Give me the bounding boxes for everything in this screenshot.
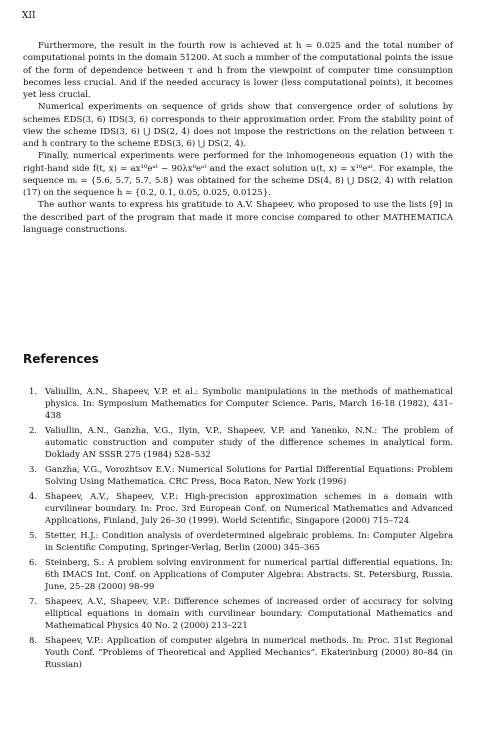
- reference-item: [23, 385, 453, 421]
- paragraph: The author wants to express his gratitude to A.V. Shapeev, who proposed to use the lists [9] in the described part of the program that made it more concise compared to other MATHEMATICA language constructions.: [23, 200, 453, 235]
- reference-text: Shapeev, V.P.: Application of computer algebra in numerical methods. In: Proc. 31st Regional Youth Conf. “Problems of Theoretical and Applied Mechanics”. Ekaterinburg (2000) 80–84 (in Russian): [45, 634, 453, 669]
- references-list: [23, 385, 453, 673]
- reference-item: [23, 529, 453, 553]
- reference-number: 6.: [29, 556, 38, 567]
- reference-number: 5.: [29, 529, 38, 540]
- references-heading: References: [23, 352, 99, 366]
- reference-text: Valiullin, A.N., Ganzha, V.G., Ilyin, V.P., Shapeev, V.P. and Yanenko, N.N.: The problem of automatic construction and computer study of the difference schemes in analytical form. Doklady AN SSSR 275 (1984) 528–532: [45, 424, 453, 460]
- reference-text: Stetter, H.J.: Condition analysis of overdetermined algebraic problems. In: Computer Algebra in Scientific Computing, Springer-Verlag, Berlin (2000) 345–365: [45, 529, 453, 552]
- reference-text: Steinberg, S.: A problem solving environment for numerical partial differential equations. In: 6th IMACS Int. Conf. on Applications of Computer Algebra: Abstracts. St. Petersburg, Russia. June, 25–28 (2000) 98–99: [45, 556, 453, 591]
- reference-number: 7.: [29, 595, 38, 606]
- reference-text: Ganzha, V.G., Vorozhtsov E.V.: Numerical Solutions for Partial Differential Equations: Problem Solving Using Mathematica. CRC Press, Boca Raton, New York (1996): [45, 463, 453, 487]
- reference-item: [23, 634, 453, 670]
- reference-item: [23, 556, 453, 592]
- paragraph: Finally, numerical experiments were performed for the inhomogeneous equation (1) with the right-hand side f(t, x) = ax¹⁰eᵃᵗ − 90λx⁸eᵃᵗ and the exact solution u(t, x) = x¹⁰eᵃᵗ. For example, the sequence mᵢ = {5.6, 5.7, 5.7, 5.8} was obtained for the scheme DS(4, 8) ⋃ DS(2, 4) with relation (17) on the sequence h = {0.2, 0.1, 0.05, 0.025, 0.0125}.: [23, 151, 453, 198]
- paragraph: Furthermore, the result in the fourth row is achieved at h = 0.025 and the total number of computational points in the domain 51200. At such a number of the computational points the issue of the form of dependence between τ and h from the viewpoint of computer time consumption becomes less crucial. And if the needed accuracy is lower (less computational points), it becomes yet less crucial.: [23, 41, 453, 100]
- reference-item: [23, 490, 453, 526]
- reference-item: [23, 595, 453, 631]
- reference-number: 4.: [29, 490, 38, 501]
- body-text: [23, 40, 453, 236]
- reference-text: Shapeev, A.V., Shapeev, V.P.: High-precision approximation schemes in a domain with curvilinear boundary. In: Proc. 3rd European Conf. on Numerical Mathematics and Advanced Applications, Finland, July 26–30 (1999). World Scientific, Singapore (2000) 715–724: [45, 490, 453, 525]
- reference-number: 8.: [29, 634, 38, 645]
- reference-item: [23, 463, 453, 487]
- page-number: XII: [22, 11, 36, 21]
- reference-number: 3.: [29, 463, 38, 474]
- reference-number: 2.: [29, 424, 38, 435]
- reference-text: Shapeev, A.V., Shapeev, V.P.: Difference schemes of increased order of accuracy for solving elliptical equations in domain with curvilinear boundary. Computational Mathematics and Mathematical Physics 40 No. 2 (2000) 213–221: [45, 595, 453, 630]
- reference-number: 1.: [29, 386, 38, 396]
- reference-item: [23, 424, 453, 460]
- paragraph: Numerical experiments on sequence of grids show that convergence order of solutions by schemes EDS(3, 6) IDS(3, 6) corresponds to their approximation order. From the stability point of view the scheme IDS(3, 6) ⋃ DS(2, 4) does not impose the restrictions on the relation between τ and h contrary to the scheme EDS(3, 6) ⋃ DS(2, 4).: [23, 102, 453, 149]
- reference-text: Valiullin, A.N., Shapeev, V.P. et al.: Symbolic manipulations in the methods of mathematical physics. In: Symposium Mathematics for Computer Science. Paris, March 16-18 (1982), 431–438: [45, 386, 453, 421]
